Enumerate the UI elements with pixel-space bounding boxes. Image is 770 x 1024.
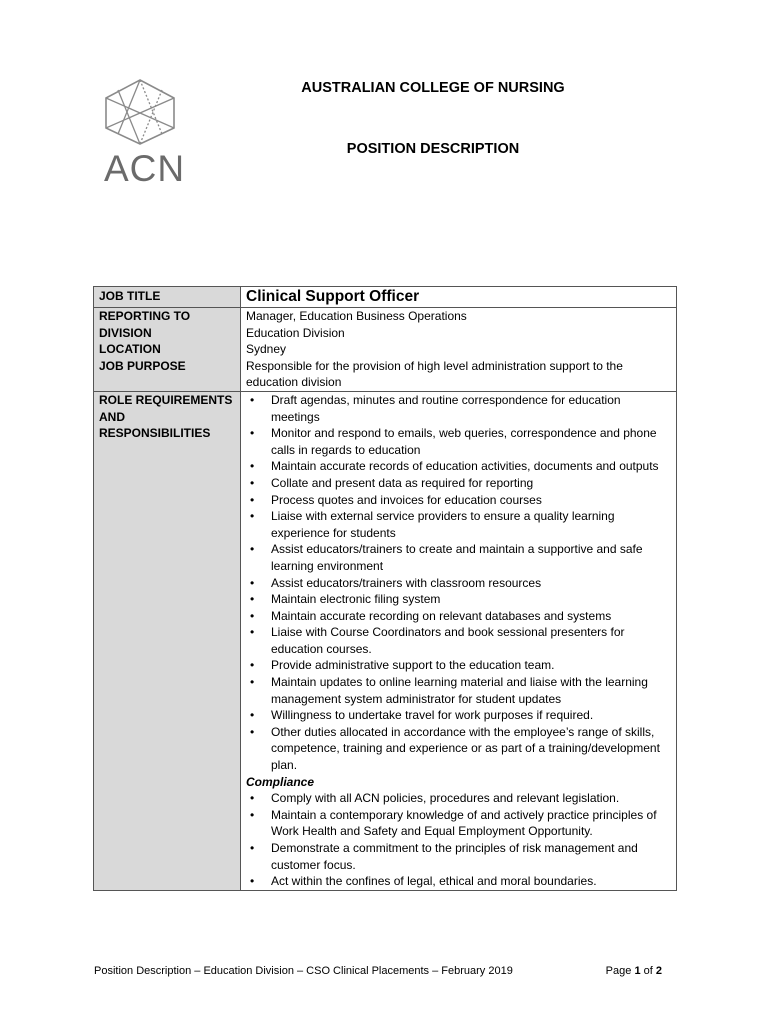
job-title-label: JOB TITLE — [94, 287, 241, 308]
list-item: • Maintain accurate records of education activities, documents and outputs — [246, 458, 671, 475]
list-item: • Comply with all ACN policies, procedures and relevant legislation. — [246, 790, 671, 807]
division-label: DIVISION — [99, 325, 152, 340]
list-item: • Demonstrate a commitment to the principles of risk management and customer focus. — [246, 840, 671, 873]
list-item: • Act within the confines of legal, ethical and moral boundaries. — [246, 873, 671, 890]
details-row — [94, 308, 677, 392]
location-label: LOCATION — [99, 342, 161, 357]
footer-page-number — [606, 965, 662, 977]
list-item: • Process quotes and invoices for education courses — [246, 492, 671, 509]
list-item: • Maintain electronic filing system — [246, 591, 671, 608]
role-label-line-1: ROLE REQUIREMENTS — [99, 392, 233, 407]
logo-wordmark: ACN — [104, 148, 186, 189]
list-item: • Monitor and respond to emails, web queries, correspondence and phone calls in regards to education — [246, 425, 671, 458]
list-item: • Maintain updates to online learning material and liaise with the learning management system administrator for student updates — [246, 674, 671, 707]
responsibilities-row — [94, 391, 677, 890]
list-item: • Maintain accurate recording on relevant databases and systems — [246, 608, 671, 625]
division-value: Education Division — [246, 325, 345, 340]
footer-document-info: Position Description – Education Division – CSO Clinical Placements – February 2019 — [94, 965, 513, 977]
list-item: • Assist educators/trainers with classroom resources — [246, 575, 671, 592]
list-item: • Provide administrative support to the education team. — [246, 657, 671, 674]
page-current: 1 — [634, 965, 641, 977]
position-description-table — [93, 286, 677, 891]
list-item: • Maintain a contemporary knowledge of and actively practice principles of Work Health and Safety and Equal Employment Opportunity. — [246, 807, 671, 840]
job-title-row — [94, 287, 677, 308]
list-item: • Liaise with external service providers to ensure a quality learning experience for students — [246, 508, 671, 541]
job-purpose-value: Responsible for the provision of high level administration support to the education division — [246, 358, 623, 390]
page-of: of — [643, 965, 653, 977]
details-values — [241, 308, 677, 392]
compliance-list — [246, 790, 671, 890]
role-label-line-2: AND — [99, 409, 125, 424]
reporting-to-label: REPORTING TO — [99, 309, 191, 323]
responsibilities-list — [246, 392, 671, 774]
location-value: Sydney — [246, 342, 287, 357]
responsibilities-cell — [241, 391, 677, 890]
list-item: • Willingness to undertake travel for work purposes if required. — [246, 707, 671, 724]
job-purpose-label: JOB PURPOSE — [99, 358, 186, 373]
role-label-line-3: RESPONSIBILITIES — [99, 426, 211, 441]
role-requirements-label — [94, 391, 241, 890]
compliance-heading: Compliance — [246, 774, 315, 789]
list-item: • Draft agendas, minutes and routine correspondence for education meetings — [246, 392, 671, 425]
document-type-heading: POSITION DESCRIPTION — [346, 141, 520, 157]
list-item: • Assist educators/trainers to create and maintain a supportive and safe learning environment — [246, 541, 671, 574]
list-item: • Other duties allocated in accordance with the employee’s range of skills, competence, training and experience or as part of a training/development plan. — [246, 724, 671, 774]
job-title-value: Clinical Support Officer — [241, 287, 677, 308]
details-labels — [94, 308, 241, 392]
list-item: • Collate and present data as required for reporting — [246, 475, 671, 492]
reporting-to-value: Manager, Education Business Operations — [246, 309, 467, 323]
list-item: • Liaise with Course Coordinators and book sessional presenters for education courses. — [246, 624, 671, 657]
organisation-heading: AUSTRALIAN COLLEGE OF NURSING — [301, 80, 565, 96]
page-total: 2 — [655, 965, 662, 977]
page-word: Page — [605, 965, 632, 977]
